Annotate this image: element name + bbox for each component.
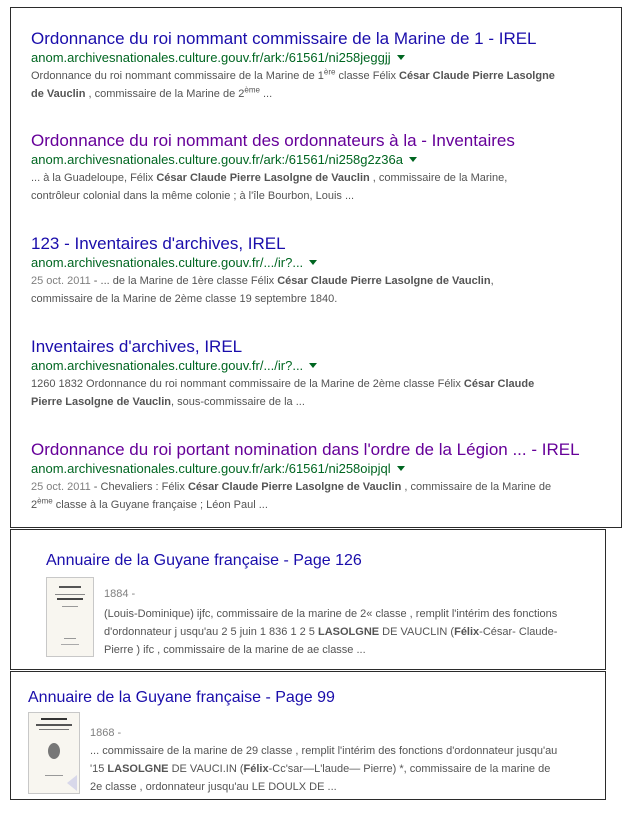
result-snippet: 25 oct. 2011 - ... de la Marine de 1ère classe Félix César Claude Pierre Lasolgne de Vauclin, commissaire de la Marine de 2ème classe 19 septembre 1840. <box>31 275 494 305</box>
dropdown-arrow-icon[interactable] <box>409 157 417 162</box>
book-thumbnail[interactable] <box>28 712 80 794</box>
book-cover-image <box>29 713 79 793</box>
book-year: 1868 - <box>90 727 122 739</box>
search-result <box>31 29 611 103</box>
search-result <box>31 234 611 308</box>
result-url: anom.archivesnationales.culture.gouv.fr/.../ir?... <box>31 254 611 271</box>
book-title-link[interactable]: Annuaire de la Guyane française - Page 126 <box>46 552 362 569</box>
result-title-link[interactable]: Ordonnance du roi portant nomination dans l'ordre de la Légion ... - IREL <box>31 440 580 459</box>
dropdown-arrow-icon[interactable] <box>309 363 317 368</box>
result-snippet: 1260 1832 Ordonnance du roi nommant commissaire de la Marine de 2ème classe Félix César Claude Pierre Lasolgne de Vauclin, sous-commissaire de la ... <box>31 378 535 408</box>
result-title-link[interactable]: Ordonnance du roi nommant commissaire de la Marine de 1 - IREL <box>31 29 537 48</box>
result-url: anom.archivesnationales.culture.gouv.fr/ark:/61561/ni258g2z36a <box>31 151 611 168</box>
book-thumbnail[interactable] <box>46 577 94 657</box>
result-snippet: 25 oct. 2011 - Chevaliers : Félix César Claude Pierre Lasolgne de Vauclin , commissaire de la Marine de 2ème classe à la Guyane française ; Léon Paul ... <box>31 481 552 511</box>
search-result <box>31 440 611 514</box>
result-url: anom.archivesnationales.culture.gouv.fr/ark:/61561/ni258jeggjj <box>31 49 611 66</box>
book-cover-image <box>47 578 93 656</box>
book-snippet: (Louis-Dominique) ijfc, commissaire de la marine de 2« classe , remplit l'intérim des fonctions d'ordonnateur j usqu'au 2 5 juin 1 836 1 2 5 LASOLGNE DE VAUCLIN (Félix-César- Claude- Pierre ) ifc , commissaire de la marine de ae classe ... <box>104 608 558 656</box>
result-url: anom.archivesnationales.culture.gouv.fr/.../ir?... <box>31 357 611 374</box>
result-title-link[interactable]: 123 - Inventaires d'archives, IREL <box>31 234 286 253</box>
book-year: 1884 - <box>104 588 136 600</box>
search-result <box>31 131 611 205</box>
dropdown-arrow-icon[interactable] <box>397 55 405 60</box>
search-result <box>31 337 611 411</box>
result-url: anom.archivesnationales.culture.gouv.fr/ark:/61561/ni258oipjql <box>31 460 611 477</box>
book-snippet: ... commissaire de la marine de 29 classe , remplit l'intérim des fonctions d'ordonnateur jusqu'au '15 LASOLGNE DE VAUCI.IN (Félix-Cc'sar—L'laude— Pierre) *, commissaire de la marine de 2e classe , ordonnateur jusqu'au LE DOULX DE ... <box>90 745 558 793</box>
result-title-link[interactable]: Ordonnance du roi nommant des ordonnateurs à la - Inventaires <box>31 131 515 150</box>
result-snippet: ... à la Guadeloupe, Félix César Claude Pierre Lasolgne de Vauclin , commissaire de la Marine, contrôleur colonial dans la même colonie ; à l'île Bourbon, Louis ... <box>31 172 508 202</box>
dropdown-arrow-icon[interactable] <box>397 466 405 471</box>
result-snippet: Ordonnance du roi nommant commissaire de la Marine de 1ère classe Félix César Claude Pierre Lasolgne de Vauclin , commissaire de la Marine de 2ème ... <box>31 67 555 100</box>
dropdown-arrow-icon[interactable] <box>309 260 317 265</box>
book-title-link[interactable]: Annuaire de la Guyane française - Page 99 <box>28 689 335 706</box>
result-title-link[interactable]: Inventaires d'archives, IREL <box>31 337 243 356</box>
